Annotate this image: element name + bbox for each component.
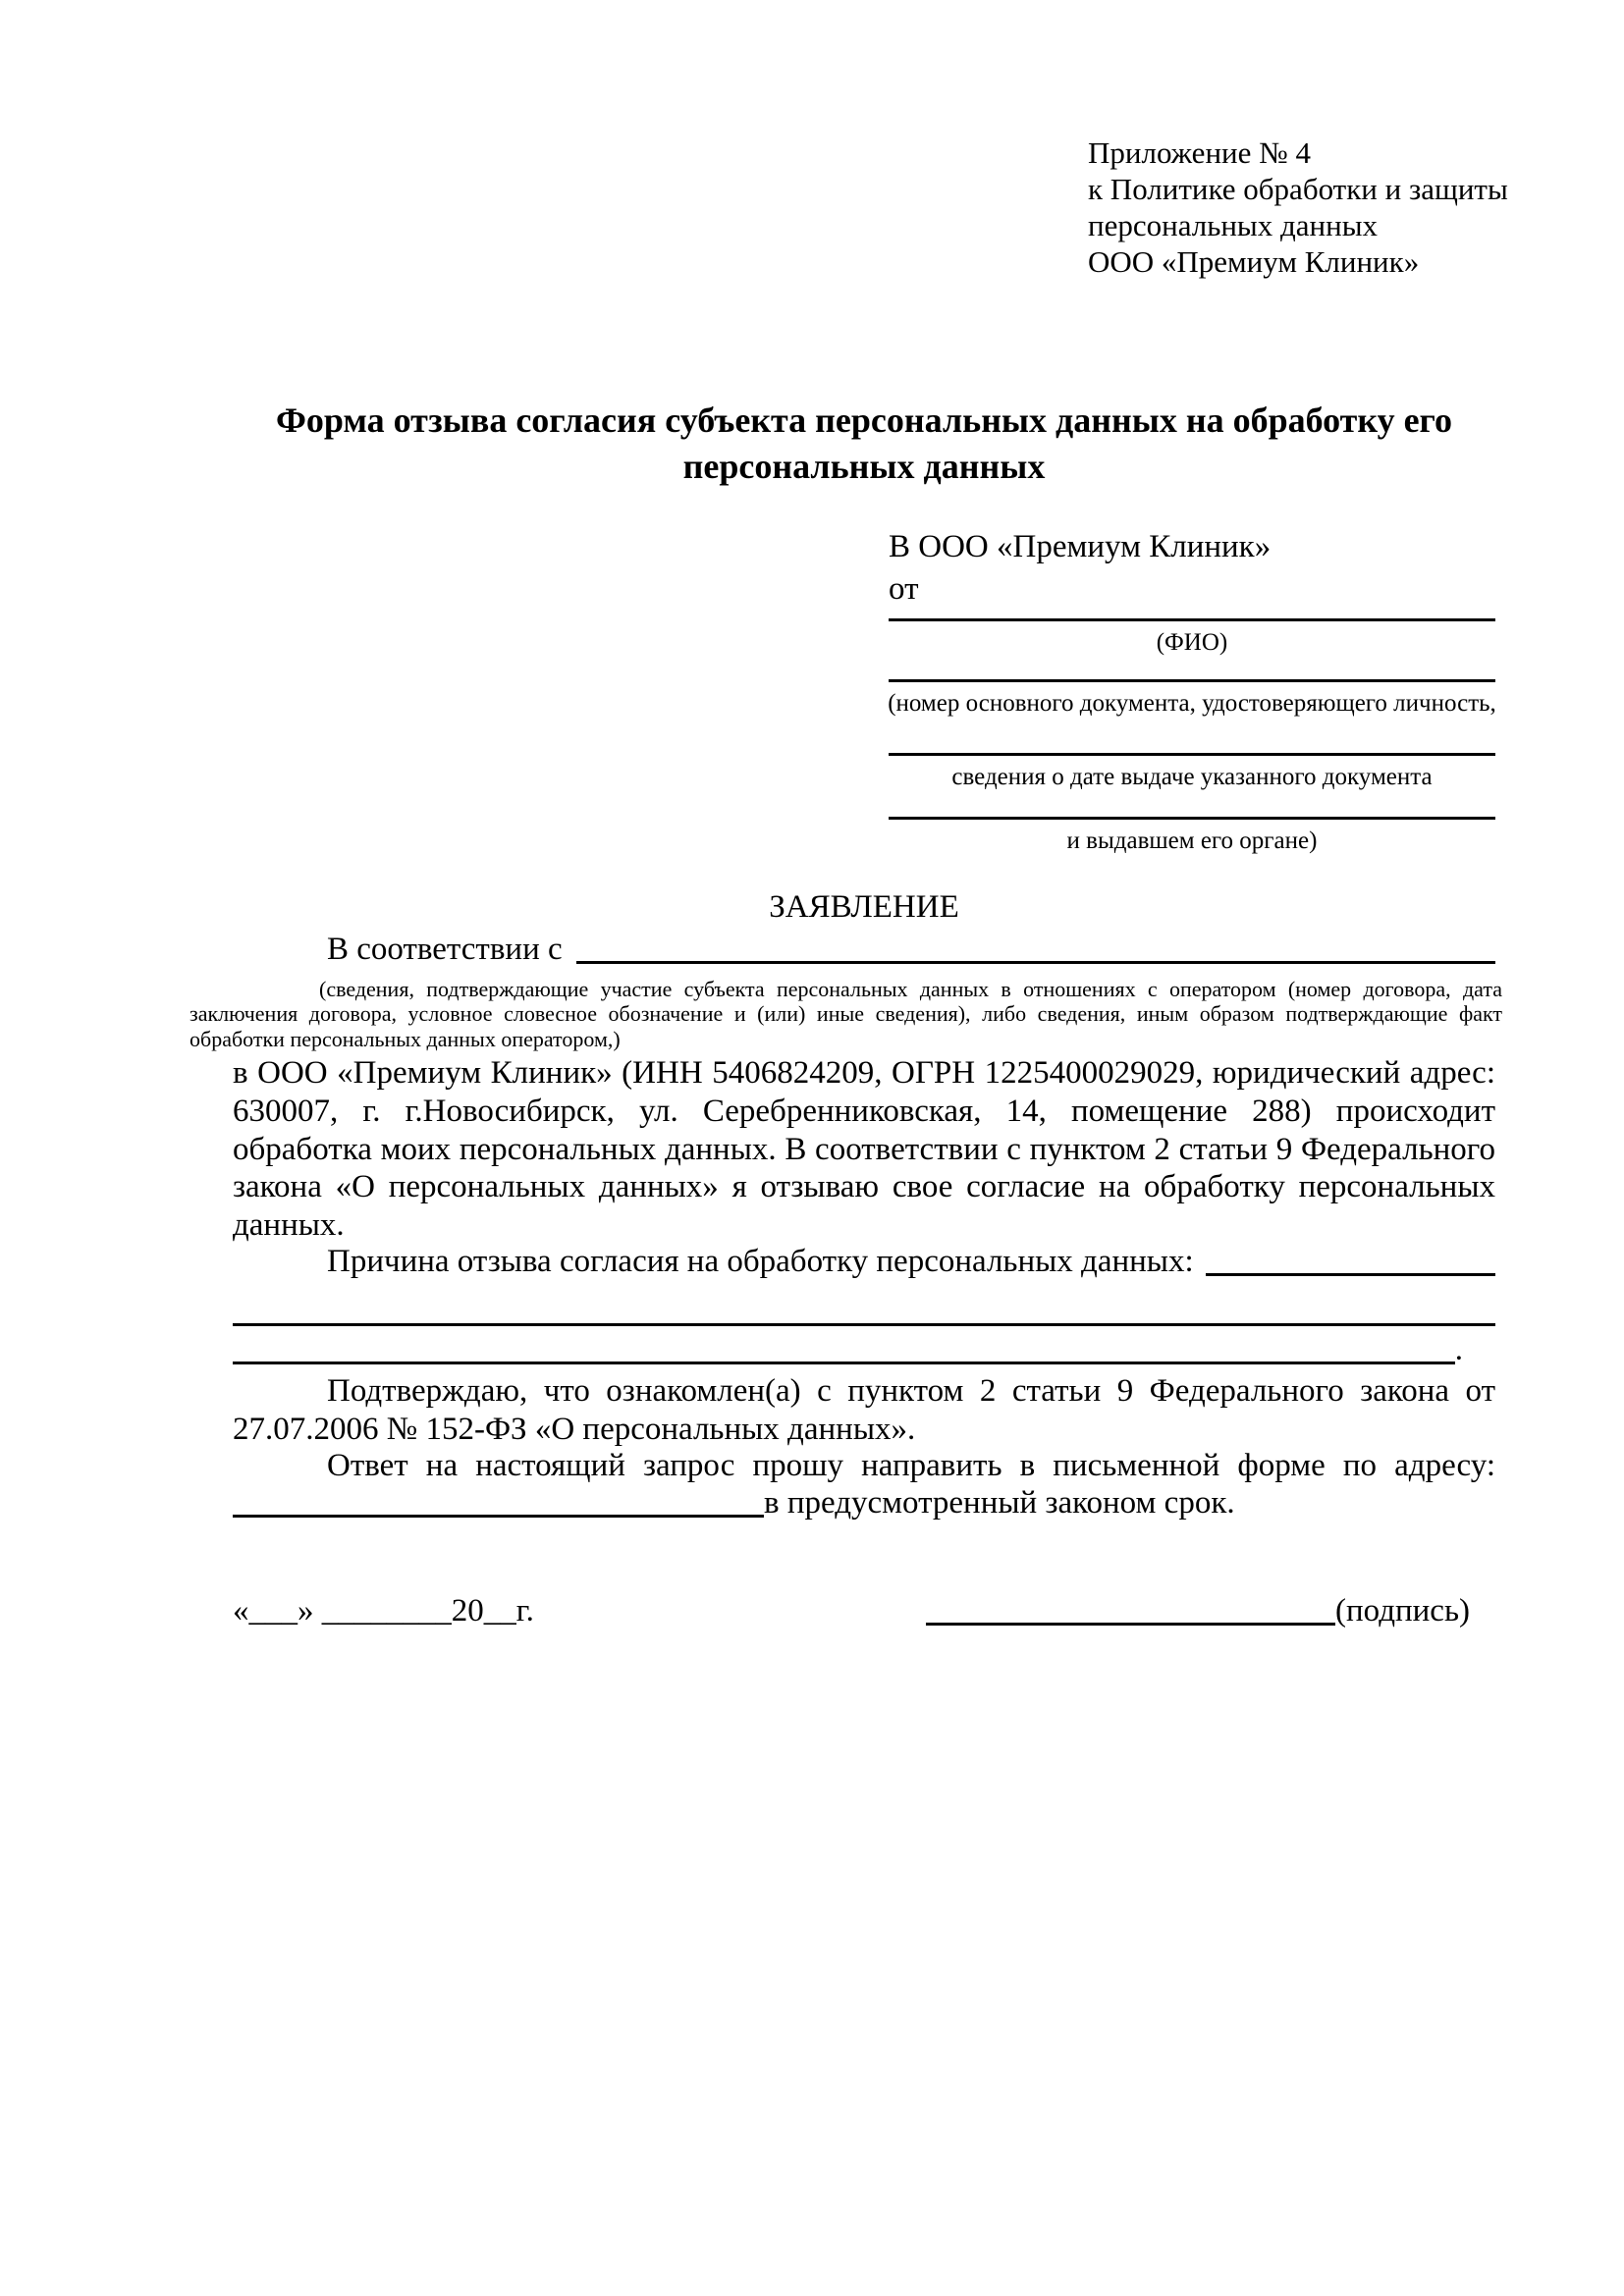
signature-row bbox=[926, 1592, 1495, 1630]
signature-blank-line bbox=[926, 1623, 1335, 1626]
issue-date-blank-line bbox=[889, 753, 1495, 756]
intro-label: В соответствии с bbox=[327, 932, 563, 967]
issuing-authority-blank-line bbox=[889, 817, 1495, 820]
document-number-caption: (номер основного документа, удостоверяющего личность, bbox=[888, 690, 1496, 717]
reason-label: Причина отзыва согласия на обработку персональных данных: bbox=[327, 1244, 1194, 1279]
addressee-to: В ООО «Премиум Клиник» bbox=[889, 529, 1272, 564]
fio-blank-line bbox=[889, 618, 1495, 621]
appendix-header-line: Приложение № 4 bbox=[1088, 135, 1311, 170]
date-blank: «___» ________20__г. bbox=[233, 1593, 534, 1629]
issue-date-caption: сведения о дате выдаче указанного документа bbox=[951, 764, 1433, 790]
appendix-header bbox=[1088, 134, 1510, 280]
intro-blank-line bbox=[576, 961, 1495, 964]
reply-request-paragraph: Ответ на настоящий запрос прошу направить в письменной форме по адресу: bbox=[327, 1448, 1495, 1483]
confirmation-paragraph: Подтверждаю, что ознакомлен(а) с пунктом 2 статьи 9 Федерального закона от 27.07.2006 № 152-ФЗ «О персональных данных». bbox=[233, 1373, 1495, 1447]
reply-address-row bbox=[233, 1484, 1495, 1522]
addressee-from-label: от bbox=[889, 571, 919, 607]
issuing-authority-caption: и выдавшем его органе) bbox=[1066, 828, 1318, 854]
reason-row bbox=[233, 1243, 1495, 1281]
statement-heading: ЗАЯВЛЕНИЕ bbox=[769, 889, 959, 925]
signature-caption: (подпись) bbox=[1335, 1593, 1470, 1629]
reply-address-blank-line bbox=[233, 1515, 764, 1518]
appendix-header-line: к Политике обработки и защиты bbox=[1088, 172, 1508, 206]
reply-tail-text: в предусмотренный законом срок. bbox=[764, 1485, 1235, 1521]
reason-blank-line-2 bbox=[233, 1323, 1495, 1326]
blank-line-period: . bbox=[1454, 1332, 1463, 1367]
reason-blank-row-3 bbox=[233, 1331, 1463, 1369]
reason-blank-line-3 bbox=[233, 1362, 1455, 1364]
appendix-header-line: персональных данных bbox=[1088, 208, 1379, 242]
document-number-blank-line bbox=[889, 679, 1495, 682]
appendix-header-line: ООО «Премиум Клиник» bbox=[1088, 244, 1420, 279]
fio-caption: (ФИО) bbox=[1156, 629, 1228, 656]
intro-row bbox=[233, 931, 1495, 969]
document-title: Форма отзыва согласия субъекта персональных данных на обработку его персональных данных bbox=[275, 400, 1453, 486]
reason-blank-line bbox=[1206, 1273, 1495, 1276]
body-paragraph: в ООО «Премиум Клиник» (ИНН 5406824209, ОГРН 1225400029029, юридический адрес: 630007, г. г.Новосибирск, ул. Серебренниковская, 14, помещение 288) происходит обработка моих персональных данных. В соответствии с пунктом 2 статьи 9 Федерального закона «О персональных данных» я отзываю свое согласие на обработку персональных данных. bbox=[233, 1055, 1495, 1244]
small-print-note: (сведения, подтверждающие участие субъекта персональных данных в отношениях с оператором (номер договора, дата заключения договора, условное словесное обозначение и (или) иные сведения), либо сведения, иным образом подтверждающие факт обработки персональных данных оператором,) bbox=[189, 977, 1502, 1051]
